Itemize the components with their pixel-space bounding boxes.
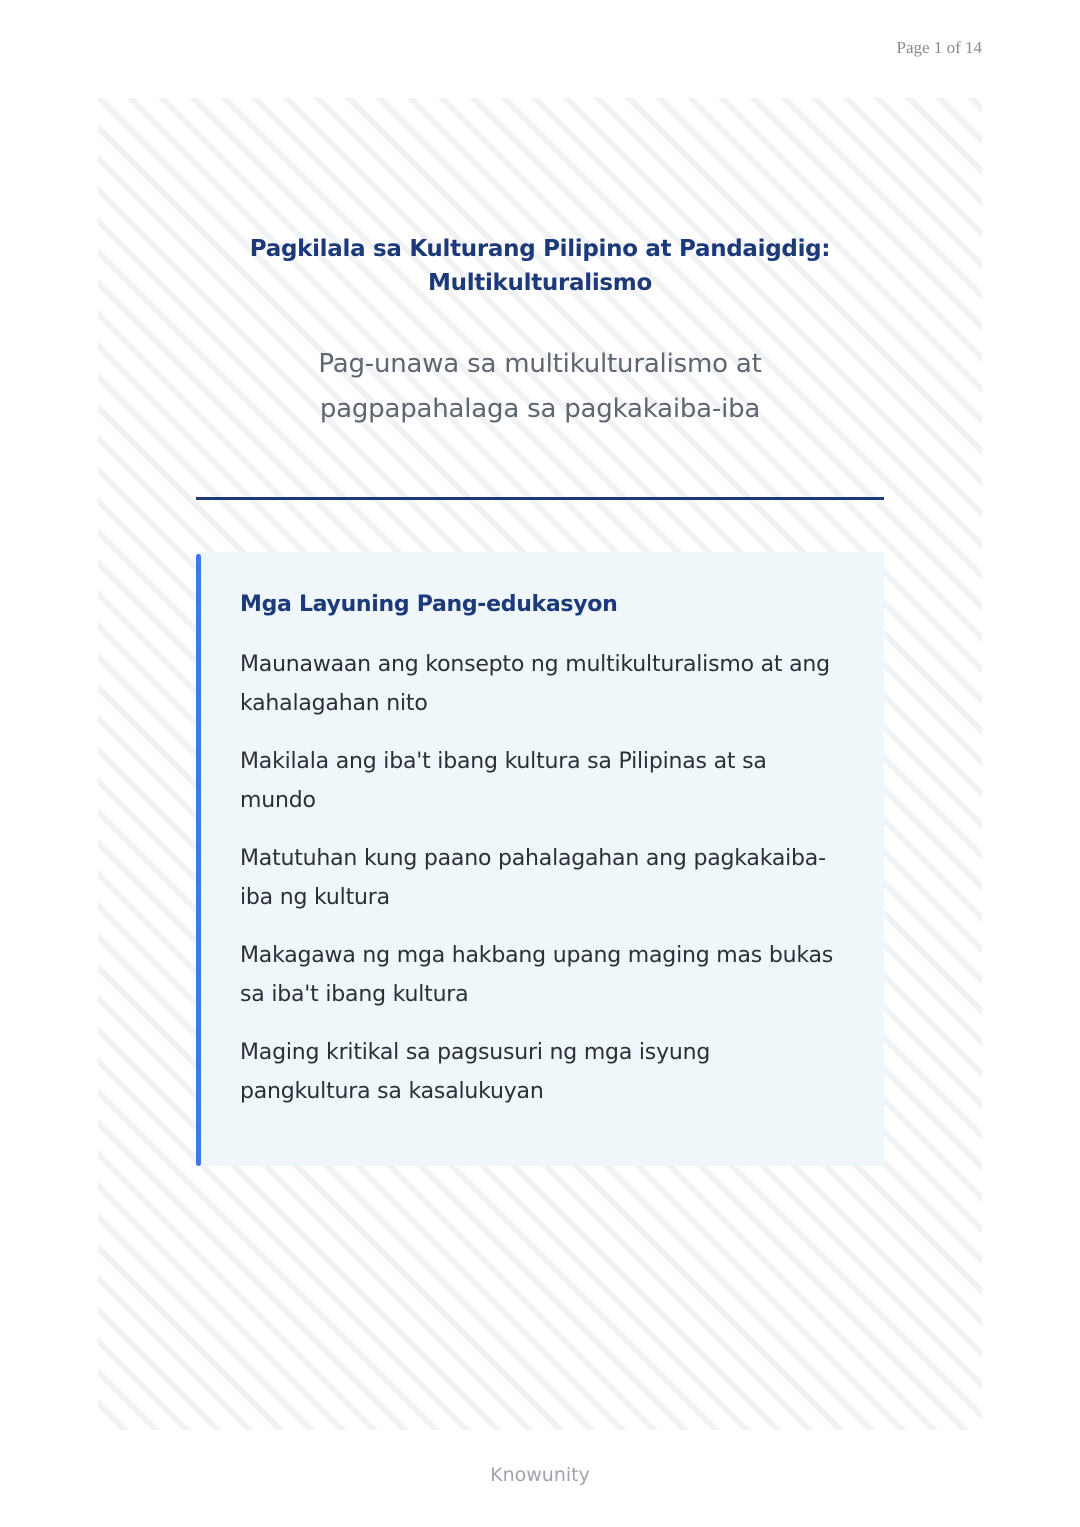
objectives-accent-bar (196, 554, 201, 1166)
objective-item: Makilala ang iba't ibang kultura sa Pilipinas at sa mundo (240, 749, 767, 813)
subtitle-line-2: pagpapahalaga sa pagkakaiba-iba (319, 394, 761, 424)
objectives-list (240, 646, 840, 1131)
title-line-2: Multikulturalismo (428, 270, 652, 296)
objectives-heading: Mga Layuning Pang-edukasyon (240, 592, 618, 617)
footer-brand: Knowunity (490, 1464, 590, 1486)
objective-item: Makagawa ng mga hakbang upang maging mas bukas sa iba't ibang kultura (240, 943, 834, 1007)
objective-item: Maging kritikal sa pagsusuri ng mga isyung pangkultura sa kasalukuyan (240, 1040, 711, 1104)
divider-line (196, 497, 884, 500)
objective-item: Matutuhan kung paano pahalagahan ang pagkakaiba-iba ng kultura (240, 846, 826, 910)
page-number: Page 1 of 14 (896, 38, 982, 57)
content-layer (98, 98, 982, 1430)
subtitle-line-1: Pag-unawa sa multikulturalismo at (318, 349, 762, 379)
title-line-1: Pagkilala sa Kulturang Pilipino at Pandaigdig: (249, 236, 831, 262)
objective-item: Maunawaan ang konsepto ng multikulturalismo at ang kahalagahan nito (240, 652, 830, 716)
